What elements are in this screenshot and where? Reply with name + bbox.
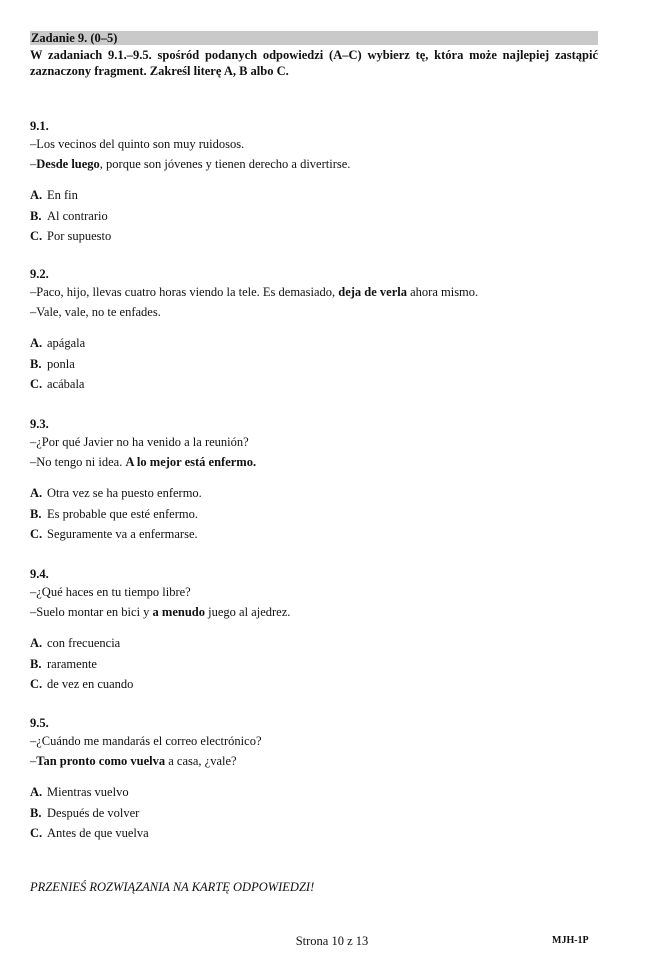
task-number: 9.5. [30,716,49,730]
dialogue-line-1: –¿Por qué Javier no ha venido a la reunión? [30,435,249,449]
option-c[interactable]: C. acábala [30,377,85,391]
option-c[interactable]: C. de vez en cuando [30,677,134,691]
task-9-1 [30,118,610,247]
task-instruction: W zadaniach 9.1.–9.5. spośród podanych odpowiedzi (A–C) wybierz tę, która może najlepiej zastąpić zaznaczony fragment. Zakreśl literę A, B albo C. [30,48,598,78]
page-number: Strona 10 z 13 [295,934,369,948]
task-number: 9.2. [30,267,49,281]
dialogue-line-1: –Paco, hijo, llevas cuatro horas viendo la tele. Es demasiado, deja de verla ahora mismo. [30,285,479,299]
underlined-fragment: deja de verla [338,285,407,299]
option-a[interactable]: A. Otra vez se ha puesto enfermo. [30,486,202,500]
option-b[interactable]: B. Es probable que esté enfermo. [30,506,198,521]
task-number: 9.3. [30,417,49,431]
task-9-3 [30,416,610,545]
dialogue-line-2: –No tengo ni idea. A lo mejor está enfermo. [30,455,257,469]
task-9-4 [30,566,610,695]
option-c[interactable]: C. Antes de que vuelva [30,826,149,840]
underlined-fragment: a menudo [152,605,205,619]
task-number: 9.1. [30,119,49,133]
option-a[interactable]: A. Mientras vuelvo [30,785,129,799]
task-number: 9.4. [30,567,49,581]
option-b[interactable]: B. ponla [30,356,75,371]
dialogue-line-1: –Los vecinos del quinto son muy ruidosos. [30,137,245,151]
dialogue-line-2: –Suelo montar en bici y a menudo juego al ajedrez. [30,605,291,619]
dialogue-line-1: –¿Cuándo me mandarás el correo electrónico? [30,734,262,748]
dialogue-line-2: –Desde luego, porque son jóvenes y tienen derecho a divertirse. [30,157,351,171]
dialogue-line-1: –¿Qué haces en tu tiempo libre? [30,585,191,599]
option-a[interactable]: A. En fin [30,188,78,202]
task-9-5 [30,715,610,844]
option-c[interactable]: C. Seguramente va a enfermarse. [30,527,198,541]
option-a[interactable]: A. con frecuencia [30,636,121,650]
option-b[interactable]: B. Al contrario [30,208,108,223]
underlined-fragment: Desde luego [36,157,100,171]
underlined-fragment: Tan pronto como vuelva [36,754,166,768]
exam-code: MJH-1P [552,935,589,946]
dialogue-line-2: –Tan pronto como vuelva a casa, ¿vale? [30,754,237,768]
task-9-2 [30,266,610,395]
task-title: Zadanie 9. (0–5) [31,31,118,45]
dialogue-line-2: –Vale, vale, no te enfades. [30,305,161,319]
transfer-note: PRZENIEŚ ROZWIĄZANIA NA KARTĘ ODPOWIEDZI! [30,880,315,894]
option-b[interactable]: B. raramente [30,656,97,671]
option-b[interactable]: B. Después de volver [30,805,140,820]
option-c[interactable]: C. Por supuesto [30,229,112,243]
option-a[interactable]: A. apágala [30,336,86,350]
underlined-fragment: A lo mejor está enfermo. [125,455,257,469]
